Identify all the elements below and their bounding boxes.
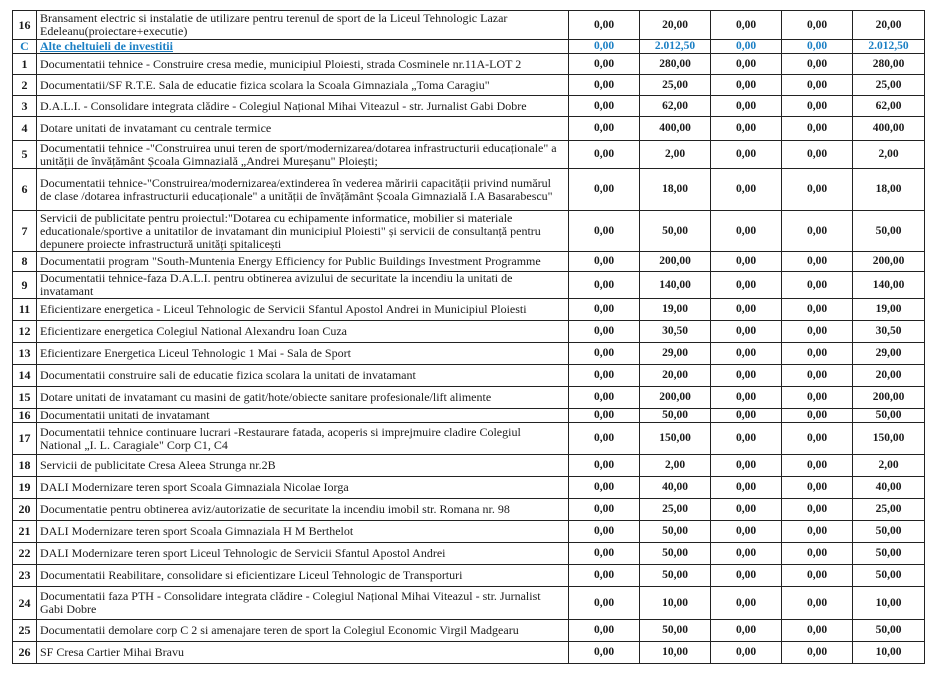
amount-col-2: 50,00	[640, 543, 711, 565]
amount-col-5: 10,00	[853, 587, 925, 620]
row-description: Documentatii tehnice continuare lucrari -Restaurare fatada, acoperis si imprejmuire cladire Colegiul National „I. L. Caragiale" Corp C1, C4	[37, 423, 569, 455]
row-number: 9	[13, 272, 37, 299]
amount-col-2: 18,00	[640, 169, 711, 211]
row-description: DALI Modernizare teren sport Scoala Gimnaziala H M Berthelot	[37, 521, 569, 543]
row-number: 17	[13, 423, 37, 455]
amount-col-5: 50,00	[853, 211, 925, 252]
amount-col-5: 50,00	[853, 409, 925, 423]
amount-col-4: 0,00	[782, 499, 853, 521]
row-description: Documentatii program "South-Muntenia Energy Efficiency for Public Buildings Investment Programme	[37, 252, 569, 272]
row-description: Documentatii tehnice-"Construirea/modernizarea/extinderea în vederea măririi capacității privind numărul de clase /dotarea infrastructurii educaționale" a unității de învățământ Școala Gimnazială I.A Basarabescu"	[37, 169, 569, 211]
amount-col-2: 29,00	[640, 343, 711, 365]
amount-col-1: 0,00	[569, 117, 640, 141]
row-number: 16	[13, 409, 37, 423]
amount-col-1: 0,00	[569, 642, 640, 664]
amount-col-5: 140,00	[853, 272, 925, 299]
amount-col-4: 0,00	[782, 620, 853, 642]
amount-col-4: 0,00	[782, 252, 853, 272]
amount-col-2: 140,00	[640, 272, 711, 299]
amount-col-2: 200,00	[640, 387, 711, 409]
amount-col-5: 30,50	[853, 321, 925, 343]
amount-col-4: 0,00	[782, 299, 853, 321]
row-number: C	[13, 40, 37, 54]
amount-col-3: 0,00	[711, 642, 782, 664]
amount-col-1: 0,00	[569, 96, 640, 117]
amount-col-5: 50,00	[853, 565, 925, 587]
amount-col-1: 0,00	[569, 252, 640, 272]
amount-col-1: 0,00	[569, 499, 640, 521]
row-description: Documentatii/SF R.T.E. Sala de educatie fizica scolara la Scoala Gimnaziala „Toma Caragiu"	[37, 75, 569, 96]
amount-col-1: 0,00	[569, 543, 640, 565]
row-description: Documentatii demolare corp C 2 si amenajare teren de sport la Colegiul Economic Virgil Madgearu	[37, 620, 569, 642]
amount-col-4: 0,00	[782, 54, 853, 75]
amount-col-5: 25,00	[853, 499, 925, 521]
amount-col-5: 18,00	[853, 169, 925, 211]
row-number: 6	[13, 169, 37, 211]
amount-col-5: 25,00	[853, 75, 925, 96]
amount-col-5: 400,00	[853, 117, 925, 141]
amount-col-2: 30,50	[640, 321, 711, 343]
amount-col-5: 200,00	[853, 387, 925, 409]
amount-col-5: 280,00	[853, 54, 925, 75]
row-description: Documentatie pentru obtinerea aviz/autorizatie de securitate la incendiu imobil str. Romana nr. 98	[37, 499, 569, 521]
amount-col-2: 150,00	[640, 423, 711, 455]
row-description: Documentatii tehnice-faza D.A.L.I. pentru obtinerea avizului de securitate la incendiu la unitati de invatamant	[37, 272, 569, 299]
table-row	[13, 54, 925, 75]
amount-col-3: 0,00	[711, 499, 782, 521]
amount-col-3: 0,00	[711, 141, 782, 169]
amount-col-4: 0,00	[782, 521, 853, 543]
row-description: Eficientizare Energetica Liceul Tehnologic 1 Mai - Sala de Sport	[37, 343, 569, 365]
amount-col-2: 19,00	[640, 299, 711, 321]
amount-col-5: 20,00	[853, 11, 925, 40]
amount-col-5: 2.012,50	[853, 40, 925, 54]
table-row	[13, 321, 925, 343]
amount-col-2: 2,00	[640, 455, 711, 477]
table-row	[13, 365, 925, 387]
amount-col-3: 0,00	[711, 455, 782, 477]
table-row	[13, 455, 925, 477]
amount-col-2: 10,00	[640, 642, 711, 664]
table-row	[13, 117, 925, 141]
amount-col-1: 0,00	[569, 477, 640, 499]
amount-col-5: 50,00	[853, 521, 925, 543]
amount-col-4: 0,00	[782, 409, 853, 423]
amount-col-4: 0,00	[782, 343, 853, 365]
table-row	[13, 642, 925, 664]
table-row	[13, 521, 925, 543]
row-description: Dotare unitati de invatamant cu centrale termice	[37, 117, 569, 141]
row-number: 21	[13, 521, 37, 543]
amount-col-4: 0,00	[782, 211, 853, 252]
amount-col-1: 0,00	[569, 54, 640, 75]
amount-col-4: 0,00	[782, 455, 853, 477]
amount-col-5: 19,00	[853, 299, 925, 321]
amount-col-4: 0,00	[782, 321, 853, 343]
amount-col-3: 0,00	[711, 272, 782, 299]
amount-col-2: 400,00	[640, 117, 711, 141]
table-row	[13, 343, 925, 365]
row-description: Documentatii construire sali de educatie fizica scolara la unitati de invatamant	[37, 365, 569, 387]
amount-col-5: 20,00	[853, 365, 925, 387]
amount-col-1: 0,00	[569, 409, 640, 423]
amount-col-1: 0,00	[569, 211, 640, 252]
amount-col-2: 2,00	[640, 141, 711, 169]
row-description: SF Cresa Cartier Mihai Bravu	[37, 642, 569, 664]
table-row	[13, 75, 925, 96]
row-number: 12	[13, 321, 37, 343]
amount-col-2: 40,00	[640, 477, 711, 499]
amount-col-3: 0,00	[711, 299, 782, 321]
table-row	[13, 477, 925, 499]
table-row	[13, 211, 925, 252]
amount-col-2: 50,00	[640, 409, 711, 423]
amount-col-2: 50,00	[640, 565, 711, 587]
amount-col-2: 50,00	[640, 521, 711, 543]
table-row	[13, 272, 925, 299]
amount-col-1: 0,00	[569, 141, 640, 169]
row-number: 22	[13, 543, 37, 565]
amount-col-4: 0,00	[782, 96, 853, 117]
table-row	[13, 141, 925, 169]
amount-col-5: 2,00	[853, 141, 925, 169]
amount-col-1: 0,00	[569, 387, 640, 409]
amount-col-1: 0,00	[569, 11, 640, 40]
row-number: 8	[13, 252, 37, 272]
amount-col-4: 0,00	[782, 272, 853, 299]
row-description: Alte cheltuieli de investitii	[37, 40, 569, 54]
amount-col-3: 0,00	[711, 477, 782, 499]
row-number: 24	[13, 587, 37, 620]
amount-col-1: 0,00	[569, 620, 640, 642]
amount-col-5: 2,00	[853, 455, 925, 477]
amount-col-3: 0,00	[711, 75, 782, 96]
amount-col-4: 0,00	[782, 75, 853, 96]
investment-expenses-table	[12, 10, 925, 664]
amount-col-4: 0,00	[782, 565, 853, 587]
row-description: Documentatii tehnice - Construire cresa medie, municipiul Ploiesti, strada Cosminele nr.11A-LOT 2	[37, 54, 569, 75]
amount-col-4: 0,00	[782, 40, 853, 54]
amount-col-2: 62,00	[640, 96, 711, 117]
amount-col-1: 0,00	[569, 75, 640, 96]
amount-col-1: 0,00	[569, 272, 640, 299]
row-number: 20	[13, 499, 37, 521]
amount-col-1: 0,00	[569, 321, 640, 343]
row-number: 1	[13, 54, 37, 75]
amount-col-1: 0,00	[569, 40, 640, 54]
amount-col-5: 10,00	[853, 642, 925, 664]
budget-table-sheet	[12, 10, 924, 664]
row-description: Servicii de publicitate pentru proiectul:"Dotarea cu echipamente informatice, mobilier si materiale educationale/sportive a unitatilor de invatamant din municipiul Ploiesti" și servicii de consultanță pentru depunere proiecte infrastructură unități spitalicești	[37, 211, 569, 252]
row-description: Bransament electric si instalatie de utilizare pentru terenul de sport de la Liceul Tehnologic Lazar Edeleanu(proiectare+executie)	[37, 11, 569, 40]
amount-col-4: 0,00	[782, 365, 853, 387]
amount-col-3: 0,00	[711, 543, 782, 565]
amount-col-3: 0,00	[711, 96, 782, 117]
amount-col-4: 0,00	[782, 141, 853, 169]
amount-col-1: 0,00	[569, 299, 640, 321]
row-number: 26	[13, 642, 37, 664]
amount-col-5: 29,00	[853, 343, 925, 365]
row-number: 11	[13, 299, 37, 321]
amount-col-3: 0,00	[711, 521, 782, 543]
row-description: Documentatii Reabilitare, consolidare si eficientizare Liceul Tehnologic de Transporturi	[37, 565, 569, 587]
amount-col-2: 20,00	[640, 365, 711, 387]
row-description: Documentatii tehnice -"Construirea unui teren de sport/modernizarea/dotarea infrastructurii educaționale" a unității de învățământ Școala Gimnazială „Andrei Mureșanu" Ploiești;	[37, 141, 569, 169]
amount-col-3: 0,00	[711, 211, 782, 252]
amount-col-4: 0,00	[782, 387, 853, 409]
amount-col-2: 2.012,50	[640, 40, 711, 54]
amount-col-2: 200,00	[640, 252, 711, 272]
amount-col-4: 0,00	[782, 423, 853, 455]
amount-col-3: 0,00	[711, 40, 782, 54]
amount-col-4: 0,00	[782, 117, 853, 141]
row-description: Dotare unitati de invatamant cu masini de gatit/hote/obiecte sanitare profesionale/lift alimente	[37, 387, 569, 409]
amount-col-1: 0,00	[569, 521, 640, 543]
row-number: 14	[13, 365, 37, 387]
amount-col-3: 0,00	[711, 54, 782, 75]
amount-col-3: 0,00	[711, 11, 782, 40]
amount-col-3: 0,00	[711, 620, 782, 642]
amount-col-5: 150,00	[853, 423, 925, 455]
amount-col-5: 62,00	[853, 96, 925, 117]
row-number: 2	[13, 75, 37, 96]
amount-col-1: 0,00	[569, 587, 640, 620]
amount-col-4: 0,00	[782, 587, 853, 620]
amount-col-2: 280,00	[640, 54, 711, 75]
row-number: 4	[13, 117, 37, 141]
table-row	[13, 299, 925, 321]
row-description: D.A.L.I. - Consolidare integrata clădire - Colegiul Național Mihai Viteazul - str. Jurnalist Gabi Dobre	[37, 96, 569, 117]
amount-col-5: 50,00	[853, 620, 925, 642]
row-description: Eficientizare energetica Colegiul National Alexandru Ioan Cuza	[37, 321, 569, 343]
row-description: Eficientizare energetica - Liceul Tehnologic de Servicii Sfantul Apostol Andrei in Municipiul Ploiesti	[37, 299, 569, 321]
amount-col-2: 20,00	[640, 11, 711, 40]
row-number: 13	[13, 343, 37, 365]
amount-col-3: 0,00	[711, 565, 782, 587]
table-row	[13, 11, 925, 40]
amount-col-3: 0,00	[711, 423, 782, 455]
row-number: 23	[13, 565, 37, 587]
amount-col-2: 25,00	[640, 75, 711, 96]
table-row	[13, 565, 925, 587]
amount-col-3: 0,00	[711, 343, 782, 365]
amount-col-3: 0,00	[711, 365, 782, 387]
amount-col-4: 0,00	[782, 543, 853, 565]
row-number: 19	[13, 477, 37, 499]
amount-col-1: 0,00	[569, 343, 640, 365]
row-number: 5	[13, 141, 37, 169]
row-number: 16	[13, 11, 37, 40]
row-description: Servicii de publicitate Cresa Aleea Strunga nr.2B	[37, 455, 569, 477]
amount-col-3: 0,00	[711, 169, 782, 211]
amount-col-3: 0,00	[711, 409, 782, 423]
amount-col-3: 0,00	[711, 117, 782, 141]
row-number: 3	[13, 96, 37, 117]
row-description: Documentatii unitati de invatamant	[37, 409, 569, 423]
table-row	[13, 620, 925, 642]
row-number: 25	[13, 620, 37, 642]
row-number: 15	[13, 387, 37, 409]
table-row	[13, 587, 925, 620]
table-row	[13, 423, 925, 455]
row-description: Documentatii faza PTH - Consolidare integrata clădire - Colegiul Național Mihai Viteazul - str. Jurnalist Gabi Dobre	[37, 587, 569, 620]
amount-col-1: 0,00	[569, 565, 640, 587]
amount-col-3: 0,00	[711, 321, 782, 343]
table-row	[13, 252, 925, 272]
amount-col-2: 25,00	[640, 499, 711, 521]
table-row	[13, 387, 925, 409]
amount-col-2: 10,00	[640, 587, 711, 620]
amount-col-4: 0,00	[782, 642, 853, 664]
amount-col-4: 0,00	[782, 169, 853, 211]
amount-col-4: 0,00	[782, 477, 853, 499]
amount-col-4: 0,00	[782, 11, 853, 40]
table-row	[13, 499, 925, 521]
amount-col-5: 40,00	[853, 477, 925, 499]
amount-col-3: 0,00	[711, 587, 782, 620]
amount-col-2: 50,00	[640, 211, 711, 252]
amount-col-5: 200,00	[853, 252, 925, 272]
amount-col-2: 50,00	[640, 620, 711, 642]
row-number: 7	[13, 211, 37, 252]
row-description: DALI Modernizare teren sport Scoala Gimnaziala Nicolae Iorga	[37, 477, 569, 499]
table-row	[13, 169, 925, 211]
amount-col-5: 50,00	[853, 543, 925, 565]
amount-col-1: 0,00	[569, 423, 640, 455]
amount-col-1: 0,00	[569, 169, 640, 211]
table-row	[13, 409, 925, 423]
table-row	[13, 543, 925, 565]
section-row	[13, 40, 925, 54]
amount-col-3: 0,00	[711, 252, 782, 272]
amount-col-1: 0,00	[569, 455, 640, 477]
amount-col-3: 0,00	[711, 387, 782, 409]
row-description: DALI Modernizare teren sport Liceul Tehnologic de Servicii Sfantul Apostol Andrei	[37, 543, 569, 565]
table-row	[13, 96, 925, 117]
row-number: 18	[13, 455, 37, 477]
amount-col-1: 0,00	[569, 365, 640, 387]
